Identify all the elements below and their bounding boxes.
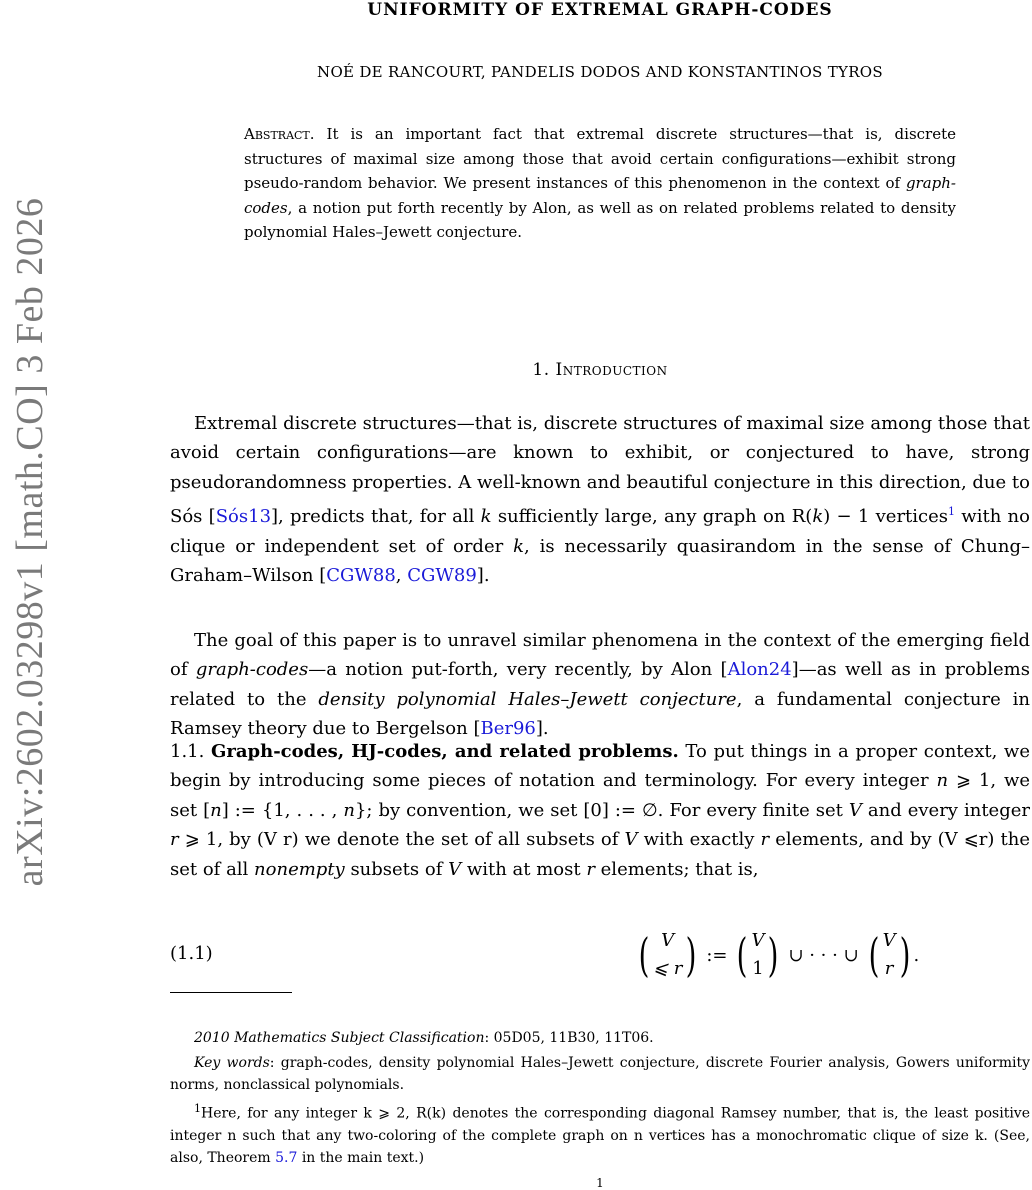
abstract-text-end: , a notion put forth recently by Alon, as well as on related problems related to density polynomial Hales–Jewett conjecture. [244,198,956,241]
equation-1-1 [170,925,1030,985]
subsection-number: 1.1. [170,741,205,762]
footnote-link-1[interactable]: 1 [948,505,956,519]
citation-alon24[interactable]: Alon24 [727,659,792,681]
abstract-label: Abstract. [244,125,315,143]
subsection-heading: Graph-codes, HJ-codes, and related problems. [211,741,679,762]
footnote-1: $^1$Here, for any integer k ⩾ 2, R(k) denotes the corresponding diagonal Ramsey number, that is, the least positive integer n such that any two-coloring of the complete graph on n vertices has a monochromatic clique of size k. (See, also, Theorem 5.7 in the main text.) [170,1102,1030,1166]
binomial-term-r: ( V r ) [868,928,910,982]
citation-cgw88[interactable]: CGW88 [326,565,396,587]
citation-sos13[interactable]: Sós13 [215,506,272,528]
paper-title: UNIFORMITY OF EXTREMAL GRAPH-CODES [367,0,833,20]
section-heading-introduction: 1. Introduction [532,360,668,380]
page-number: 1 [596,1176,604,1190]
assign-operator: := [706,944,728,966]
citation-cgw89[interactable]: CGW89 [407,565,477,587]
abstract-text: It is an important fact that extremal discrete structures—that is, discrete structures of maximal size among those that avoid certain configurations—exhibit strong pseudo-random behavior. We present instances of this phenomenon in the context of [244,125,956,192]
abstract [244,122,956,245]
citation-ber96[interactable]: Ber96 [480,718,536,740]
paragraph-intro-1: Extremal discrete structures—that is, discrete structures of maximal size among those that avoid certain configurations—are known to exhibit, or conjectured to have, strong pseudorandomness properties. A well-known and beautiful conjecture in this direction, due to Sós [Sós13], predicts that, for all k sufficiently large, any graph on R(k) − 1 vertices$^1$ with no clique or independent set of order k, is necessarily quasirandom in the sense of Chung–Graham–Wilson [CGW88, CGW89]. [170,413,1030,587]
footnote-mark: 1 [194,1102,201,1115]
footnote-rule [170,992,292,993]
footnote-keywords: Key words: graph-codes, density polynomial Hales–Jewett conjecture, discrete Fourier analysis, Gowers uniformity norms, nonclassical polynomials. [170,1055,1030,1093]
paper-authors: NOÉ DE RANCOURT, PANDELIS DODOS AND KONSTANTINOS TYROS [317,63,883,81]
binomial-term-1: ( V 1 ) [737,928,779,982]
abstract-emphasis: graph-codes [244,174,956,217]
arxiv-identifier: arXiv:2602.03298v1 [math.CO] 3 Feb 2026 [9,197,51,887]
equation-label: (1.1) [170,943,213,964]
footnote-msc: 2010 Mathematics Subject Classification: 05D05, 11B30, 11T06. [194,1030,654,1046]
union-operator: ∪ · · · ∪ [788,944,859,966]
paragraph-intro-2: The goal of this paper is to unravel similar phenomena in the context of the emerging field of graph-codes—a notion put-forth, very recently, by Alon [Alon24]—as well as in problems related to the density polynomial Hales–Jewett conjecture, a fundamental conjecture in Ramsey theory due to Bergelson [Ber96]. [170,630,1030,740]
binomial-lhs: ( V ⩽ r ) [638,928,697,982]
paragraph-subsection-1-1: 1.1. Graph-codes, HJ-codes, and related problems. To put things in a proper context, we begin by introducing some pieces of notation and terminology. For every integer n ⩾ 1, we set [n] := {1, . . . , n}; by convention, we set [0] := ∅. For every finite set V and every integer r ⩾ 1, by (V r) we denote the set of all subsets of V with exactly r elements, and by (V ⩽r) the set of all nonempty subsets of V with at most r elements; that is, [170,741,1031,880]
theorem-link-5-7[interactable]: 5.7 [275,1149,298,1166]
equation-body: ( V ⩽ r ) := ( V 1 ) ∪ · · · ∪ ( V r ) . [635,925,919,985]
